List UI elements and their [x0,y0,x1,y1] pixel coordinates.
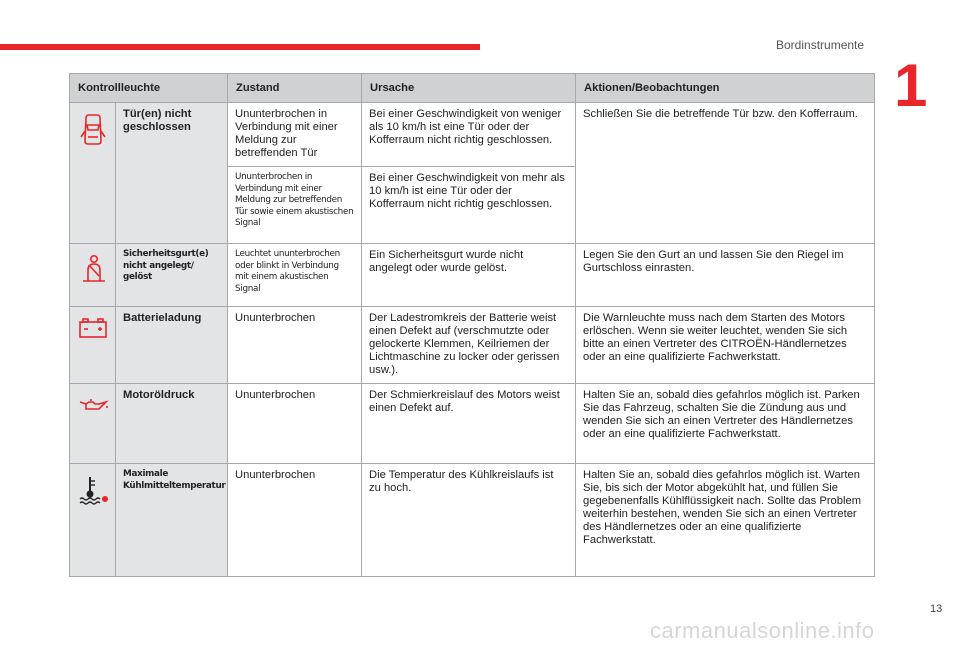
cause-cell: Die Temperatur des Kühlkreislaufs ist zu hoch. [362,464,576,577]
table-row [70,244,875,307]
action-cell: Schließen Sie die betreffende Tür bzw. den Kofferraum. [576,103,875,244]
col-header-state: Zustand [228,74,362,103]
action-cell: Legen Sie den Gurt an und lassen Sie den Riegel im Gurtschloss einrasten. [576,244,875,307]
cause-cell: Der Ladestromkreis der Batterie weist einen Defekt auf (verschmutzte oder gelockerte Klemmen, Keilriemen der Lichtmaschine zu locker oder gerissen usw.). [362,307,576,384]
cause-cell: Bei einer Geschwindigkeit von weniger als 10 km/h ist eine Tür oder der Kofferraum nicht richtig geschlossen. [362,103,576,167]
col-header-action: Aktionen/Beobachtungen [576,74,875,103]
col-header-light: Kontrollleuchte [70,74,228,103]
state-cell: Ununterbrochen [228,307,362,384]
warning-lights-table [69,73,875,577]
action-cell: Halten Sie an, sobald dies gefahrlos möglich ist. Warten Sie, bis sich der Motor abgekühlt hat, und füllen Sie gegebenenfalls Kühlflüssigkeit nach. Sollte das Problem weiterhin bestehen, wenden Sie sich an einen Vertreter des Händlernetzes oder an eine qualifizierte Fachwerkstatt. [576,464,875,577]
table-row [70,307,875,384]
page-number: 13 [930,603,943,615]
light-name: Sicherheitsgurt(e) nicht angelegt/ gelöst [116,244,228,307]
state-cell: Ununterbrochen [228,384,362,464]
section-title: Bordinstrumente [776,38,865,52]
table-row [70,384,875,464]
state-cell: Leuchtet ununterbrochen oder blinkt in Verbindung mit einem akustischen Signal [228,244,362,307]
cause-cell: Bei einer Geschwindigkeit von mehr als 10 km/h ist eine Tür oder der Kofferraum nicht richtig geschlossen. [362,167,576,244]
state-cell: Ununterbrochen [228,464,362,577]
seatbelt-icon [70,244,116,307]
door-open-icon [70,103,116,244]
table-header-row [70,74,875,103]
cause-cell: Der Schmierkreislauf des Motors weist einen Defekt auf. [362,384,576,464]
accent-bar [0,44,480,50]
table-row [70,103,875,167]
action-cell: Die Warnleuchte muss nach dem Starten des Motors erlöschen. Wenn sie weiter leuchtet, wenden Sie sich bitte an einen Vertreter des CITROËN-Händlernetzes oder an eine qualifizierte Fachwerkstatt. [576,307,875,384]
action-cell: Halten Sie an, sobald dies gefahrlos möglich ist. Parken Sie das Fahrzeug, schalten Sie die Zündung aus und wenden Sie sich an einen Vertreter des Händlernetzes oder an eine qualifizierte Fachwerkstatt. [576,384,875,464]
battery-icon [70,307,116,384]
state-cell: Ununterbrochen in Verbindung mit einer Meldung zur betreffenden Tür sowie einem akustischen Signal [228,167,362,244]
chapter-number: 1 [894,52,928,119]
light-name: Maximale Kühlmitteltemperatur [116,464,228,577]
watermark: carmanualsonline.info [650,618,875,643]
state-cell: Ununterbrochen in Verbindung mit einer Meldung zur betreffenden Tür [228,103,362,167]
light-name: Tür(en) nicht geschlossen [116,103,228,244]
cause-cell: Ein Sicherheitsgurt wurde nicht angelegt oder wurde gelöst. [362,244,576,307]
light-name: Motoröldruck [116,384,228,464]
oil-can-icon [70,384,116,464]
coolant-temperature-icon [70,464,116,577]
light-name: Batterieladung [116,307,228,384]
col-header-cause: Ursache [362,74,576,103]
table-row [70,464,875,577]
